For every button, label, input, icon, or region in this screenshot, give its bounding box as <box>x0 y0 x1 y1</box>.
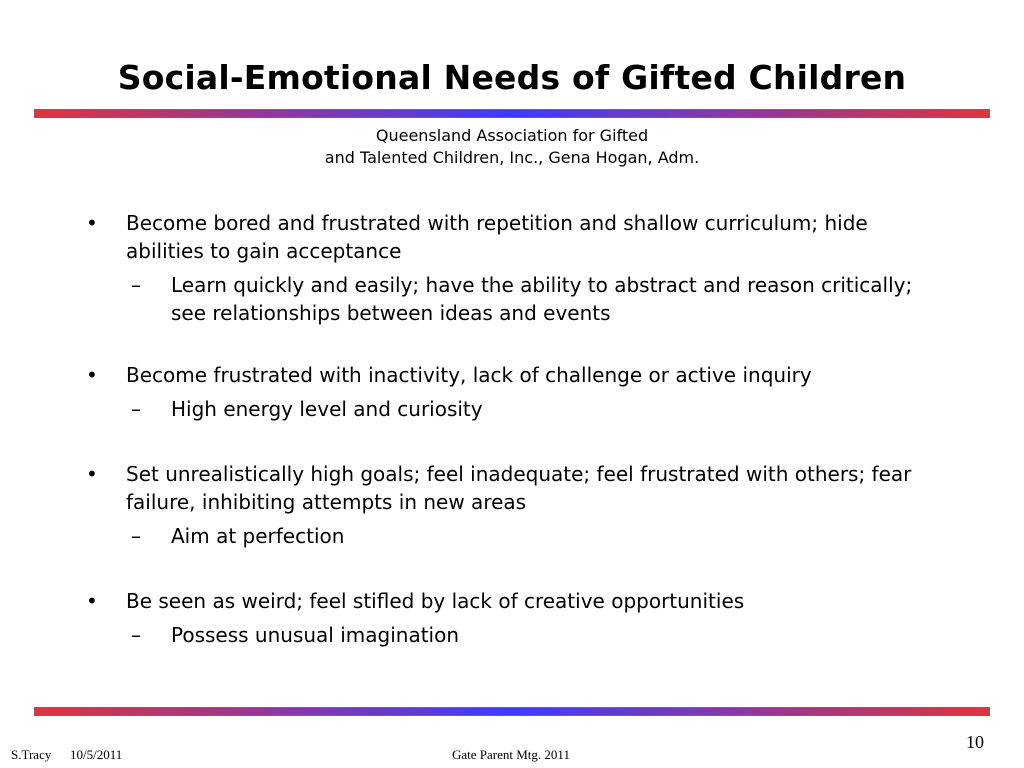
bullet-marker: • <box>86 363 98 387</box>
sub-bullet-marker: – <box>131 273 141 297</box>
sub-bullet-item <box>86 621 946 649</box>
bullet-marker: • <box>86 589 98 613</box>
sub-bullet-marker: – <box>131 623 141 647</box>
sub-bullet-item <box>86 271 946 327</box>
sub-bullet-text: High energy level and curiosity <box>171 397 483 421</box>
bullet-group <box>86 209 946 327</box>
page-number: 10 <box>966 732 984 752</box>
footer-date: 10/5/2011 <box>70 747 123 762</box>
bullet-item <box>86 209 946 265</box>
sub-bullet-marker: – <box>131 524 141 548</box>
title-divider <box>34 109 990 118</box>
footer-divider <box>34 707 990 716</box>
subtitle-line-1: Queensland Association for Gifted <box>375 126 649 145</box>
bullet-text: Set unrealistically high goals; feel inadequate; feel frustrated with others; fear failure, inhibiting attempts in new areas <box>126 462 912 514</box>
sub-bullet-marker: – <box>131 397 141 421</box>
sub-bullet-text: Aim at perfection <box>171 524 345 548</box>
sub-bullet-item <box>86 522 946 550</box>
bullet-text: Be seen as weird; feel stifled by lack of creative opportunities <box>126 589 745 613</box>
bullet-marker: • <box>86 462 98 486</box>
sub-bullet-text: Possess unusual imagination <box>171 623 460 647</box>
footer-event: Gate Parent Mtg. 2011 <box>452 747 570 762</box>
subtitle-line-2: and Talented Children, Inc., Gena Hogan, Adm. <box>324 148 700 167</box>
bullet-list <box>86 209 946 683</box>
bullet-group <box>86 361 946 423</box>
bullet-group <box>86 587 946 649</box>
bullet-text: Become bored and frustrated with repetition and shallow curriculum; hide abilities to gain acceptance <box>126 211 868 263</box>
sub-bullet-item <box>86 395 946 423</box>
sub-bullet-text: Learn quickly and easily; have the ability to abstract and reason critically; see relationships between ideas and events <box>171 273 913 325</box>
footer-author: S.Tracy <box>11 747 52 762</box>
bullet-marker: • <box>86 211 98 235</box>
bullet-group <box>86 460 946 550</box>
bullet-item <box>86 587 946 615</box>
slide-subtitle <box>0 125 1024 169</box>
bullet-item <box>86 460 946 516</box>
bullet-text: Become frustrated with inactivity, lack of challenge or active inquiry <box>126 363 812 387</box>
slide-title: Social-Emotional Needs of Gifted Children <box>117 58 907 97</box>
bullet-item <box>86 361 946 389</box>
